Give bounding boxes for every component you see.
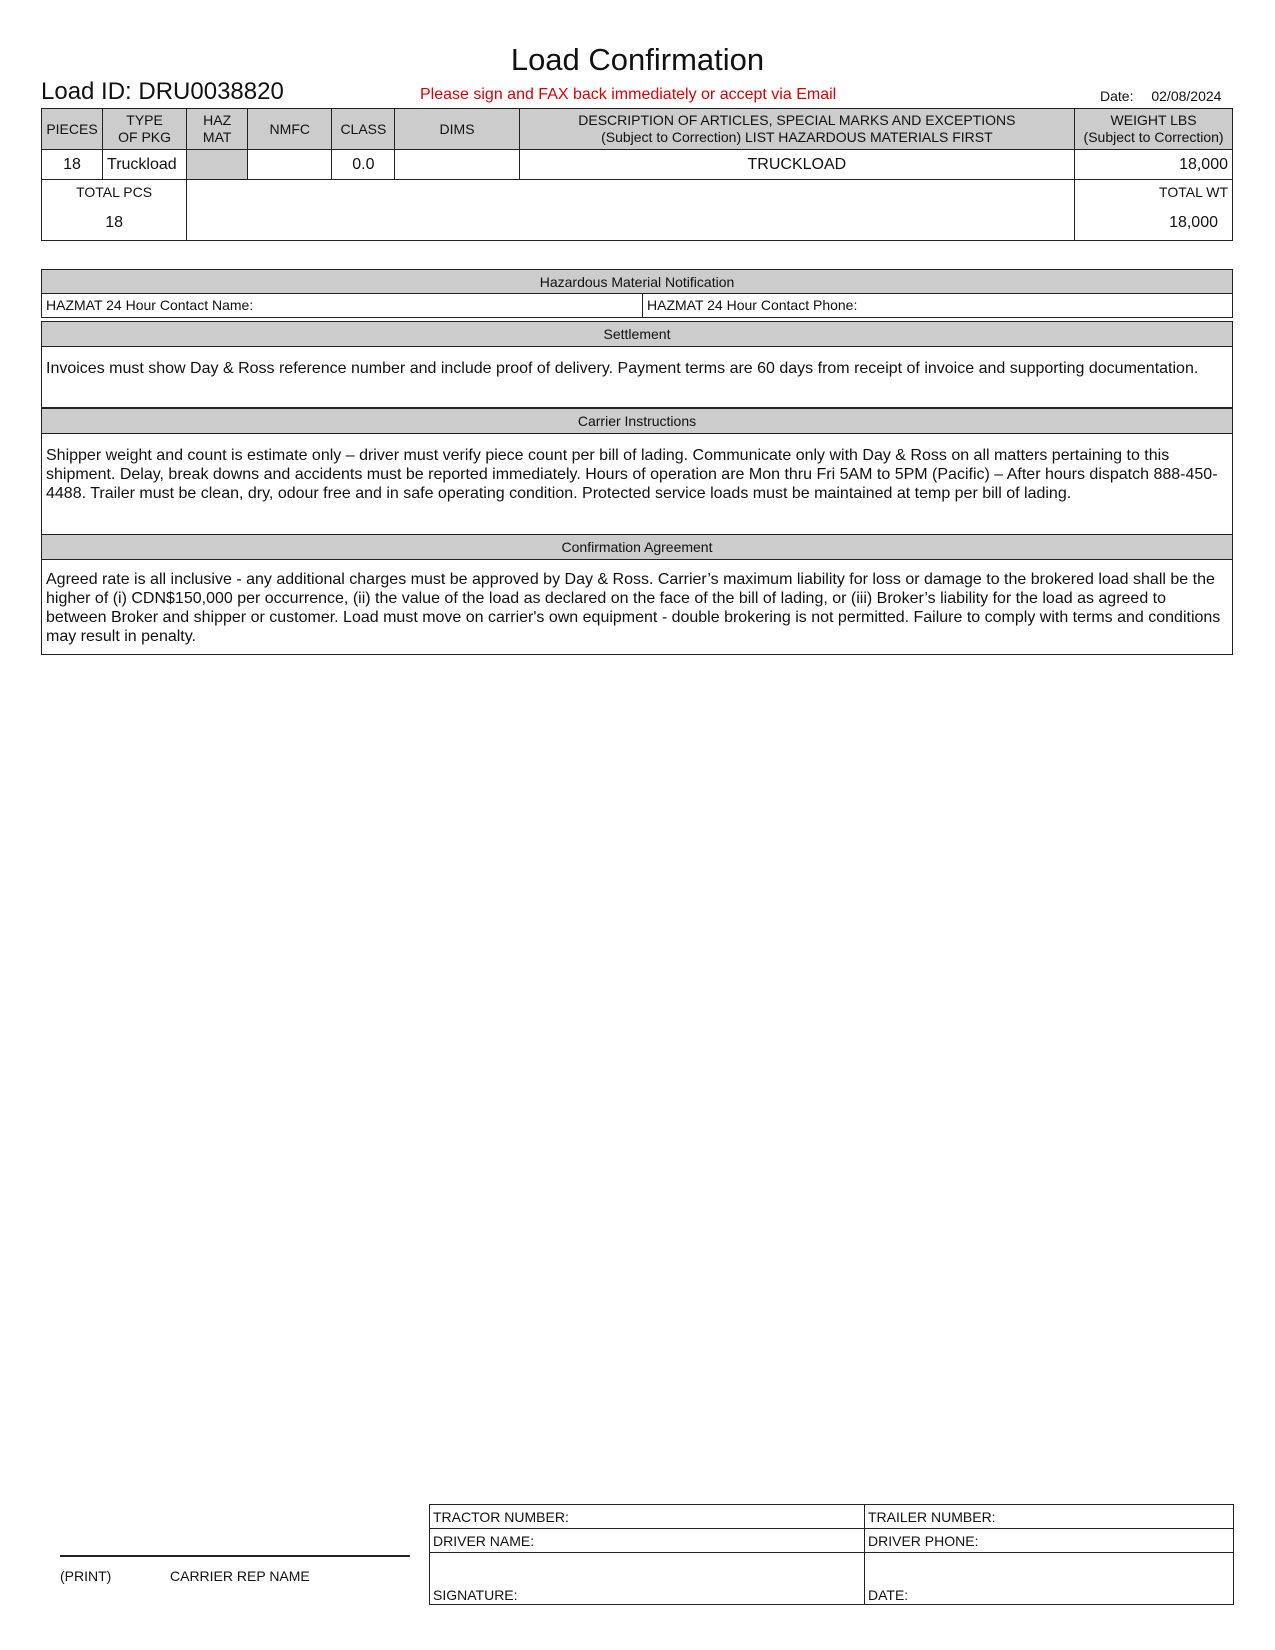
cargo-table [41,108,1233,241]
cell-pieces: 18 [42,150,103,180]
col-class: CLASS [332,109,395,150]
total-wt-label: TOTAL WT [1159,184,1228,200]
col-weight: WEIGHT LBS (Subject to Correction) [1075,109,1233,150]
hazmat-heading: Hazardous Material Notification [42,270,1232,294]
hazmat-contact-phone-field[interactable]: HAZMAT 24 Hour Contact Phone: [647,297,858,313]
signature-table [429,1504,1234,1605]
settlement-section [41,321,1233,408]
settlement-text: Invoices must show Day & Ross reference number and include proof of delivery. Payment terms are 60 days from receipt of invoice and supporting documentation. [46,360,1199,377]
signature-field[interactable]: SIGNATURE: [430,1553,865,1605]
carrier-instructions-section [41,408,1233,535]
date-label: Date: [1100,88,1134,104]
cell-description: TRUCKLOAD [519,150,1075,180]
page-title: Load Confirmation [510,42,765,77]
total-wt-value: 18,000 [1169,214,1218,231]
date-block [1100,88,1221,104]
load-id: Load ID: DRU0038820 [41,78,284,105]
total-pcs-label: TOTAL PCS [76,184,153,200]
trailer-number-field[interactable]: TRAILER NUMBER: [865,1505,1234,1529]
col-nmfc: NMFC [248,109,332,150]
date-value: 02/08/2024 [1151,88,1222,104]
driver-phone-field[interactable]: DRIVER PHONE: [865,1529,1234,1553]
table-row [430,1553,1234,1605]
col-dims: DIMS [395,109,519,150]
col-pieces: PIECES [42,109,103,150]
driver-name-field[interactable]: DRIVER NAME: [430,1529,865,1553]
col-type: TYPE OF PKG [103,109,187,150]
cell-dims [395,150,519,180]
hazmat-contact-fields [41,293,1233,318]
settlement-heading: Settlement [42,322,1232,347]
carrier-instructions-heading: Carrier Instructions [42,409,1232,434]
col-description: DESCRIPTION OF ARTICLES, SPECIAL MARKS AND EXCEPTIONS (Subject to Correction) LIST HAZARDOUS MATERIALS FIRST [519,109,1075,150]
totals-blank [187,180,1075,241]
total-pcs-value: 18 [105,214,123,231]
cargo-header-row [42,109,1233,150]
col-hazmat: HAZ MAT [187,109,248,150]
signature-date-field[interactable]: DATE: [865,1553,1234,1605]
confirmation-agreement-heading: Confirmation Agreement [42,535,1232,560]
table-row [430,1529,1234,1553]
hazmat-contact-name-field[interactable]: HAZMAT 24 Hour Contact Name: [42,294,643,317]
hazmat-section [41,269,1233,294]
print-label: (PRINT) [60,1568,112,1584]
carrier-rep-name-label: CARRIER REP NAME [170,1568,310,1584]
table-row [430,1505,1234,1529]
totals-row [42,180,1233,241]
cell-type: Truckload [103,150,187,180]
tractor-number-field[interactable]: TRACTOR NUMBER: [430,1505,865,1529]
cell-hazmat [187,150,248,180]
confirmation-agreement-text: Agreed rate is all inclusive - any additional charges must be approved by Day & Ross. Carrier’s maximum liability for loss or damage to the brokered load shall be the higher of (i) CDN$150,000 per occurrence, (ii) the value of the load as declared on the face of the bill of lading, or (iii) Broker’s liability for the load as agreed to between Broker and shipper or customer. Load must move on carrier's own equipment - double brokering is not permitted. Failure to comply with terms and conditions may result in penalty. [46,571,1221,645]
table-row [42,150,1233,180]
fax-notice: Please sign and FAX back immediately or accept via Email [420,86,837,103]
total-weight [1075,180,1233,241]
total-pieces [42,180,187,241]
cell-class: 0.0 [332,150,395,180]
confirmation-agreement-section [41,534,1233,655]
cell-weight: 18,000 [1075,150,1233,180]
carrier-rep-signature-line[interactable] [60,1555,410,1557]
carrier-instructions-text: Shipper weight and count is estimate only – driver must verify piece count per bill of lading. Communicate only with Day & Ross on all matters pertaining to this shipment. Delay, break downs and accidents must be reported immediately. Hours of operation are Mon thru Fri 5AM to 5PM (Pacific) – After hours dispatch 888-450-4488. Trailer must be clean, dry, odour free and in safe operating condition. Protected service loads must be maintained at temp per bill of lading. [46,447,1218,502]
cell-nmfc [248,150,332,180]
